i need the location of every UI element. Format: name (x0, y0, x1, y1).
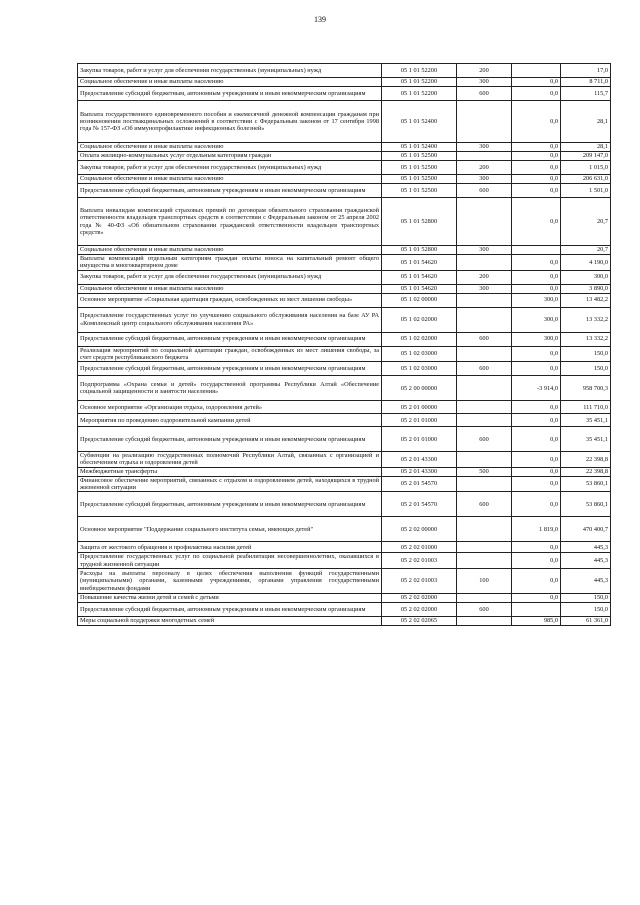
row-amount-change-cell: 0,0 (512, 467, 561, 476)
row-amount-change-cell: 0,0 (512, 542, 561, 553)
row-type-cell (457, 452, 512, 468)
row-type-cell (457, 293, 512, 307)
row-amount-total-cell: 20,7 (561, 246, 611, 255)
row-code-cell: 05 1 01 52500 (382, 161, 457, 175)
row-code-cell: 05 2 01 01000 (382, 427, 457, 452)
row-amount-change-cell: -3 914,0 (512, 376, 561, 401)
row-code-cell: 05 1 02 02000 (382, 307, 457, 332)
row-amount-total-cell: 115,7 (561, 87, 611, 101)
row-amount-total-cell: 150,0 (561, 602, 611, 616)
row-name-cell: Выплаты компенсаций отдельным категориям граждан оплаты взноса на капитальный ремонт общего имущества в многоквартирном доме (78, 255, 382, 271)
table-row (78, 78, 611, 87)
row-name-cell: Подпрограмма «Охрана семьи и детей» государственной программы Республики Алтай «Обеспечение социальной защищенности и занятости населения» (78, 376, 382, 401)
row-amount-total-cell: 1 015,0 (561, 161, 611, 175)
row-amount-change-cell: 0,0 (512, 414, 561, 427)
row-amount-change-cell: 0,0 (512, 593, 561, 602)
row-amount-change-cell: 0,0 (512, 78, 561, 87)
row-amount-change-cell: 0,0 (512, 87, 561, 101)
row-amount-total-cell: 22 398,8 (561, 467, 611, 476)
table-row (78, 452, 611, 468)
row-type-cell (457, 616, 512, 625)
row-type-cell: 500 (457, 467, 512, 476)
row-name-cell: Предоставление субсидий бюджетным, автономным учреждениям и иным некоммерческим организациям (78, 332, 382, 346)
table-row (78, 602, 611, 616)
row-amount-change-cell: 0,0 (512, 346, 561, 362)
table-row (78, 616, 611, 625)
row-code-cell: 05 1 01 52200 (382, 78, 457, 87)
row-code-cell: 05 1 01 52400 (382, 143, 457, 152)
row-code-cell: 05 2 01 01000 (382, 414, 457, 427)
row-name-cell: Выплата государственного единовременного пособия и ежемесячной денежной компенсации гражданам при возникновении поствакцинальных осложнений в соответствии с Федеральным законом от 17 сентября 1998 года № 157-ФЗ «Об иммунопрофилактике инфекционных болезней» (78, 101, 382, 143)
row-amount-total-cell: 150,0 (561, 593, 611, 602)
row-amount-change-cell: 0,0 (512, 152, 561, 161)
table-row (78, 307, 611, 332)
row-code-cell: 05 1 01 54620 (382, 255, 457, 271)
row-amount-total-cell: 8 711,0 (561, 78, 611, 87)
row-name-cell: Выплата инвалидам компенсаций страховых премий по договорам обязательного страхования гражданской ответственности владельцев транспортных средств в соответствии с Федеральным законом от 25 апреля 2002 года № 40-ФЗ «Об обязательном страховании гражданской ответственности владельцев транспортных средств» (78, 198, 382, 246)
row-amount-total-cell: 17,0 (561, 64, 611, 78)
row-amount-change-cell: 300,0 (512, 293, 561, 307)
row-amount-total-cell: 13 332,2 (561, 332, 611, 346)
row-type-cell (457, 255, 512, 271)
table-row (78, 175, 611, 184)
row-type-cell: 200 (457, 270, 512, 284)
row-name-cell: Социальное обеспечение и иные выплаты населению (78, 143, 382, 152)
row-code-cell: 05 2 01 43300 (382, 452, 457, 468)
table-row (78, 362, 611, 376)
row-name-cell: Повышение качества жизни детей и семей с детьми (78, 593, 382, 602)
row-name-cell: Предоставление субсидий бюджетным, автономным учреждениям и иным некоммерческим организациям (78, 427, 382, 452)
row-type-cell: 600 (457, 362, 512, 376)
row-type-cell (457, 401, 512, 414)
row-code-cell: 05 1 01 54620 (382, 270, 457, 284)
row-amount-change-cell: 0,0 (512, 184, 561, 198)
row-type-cell: 600 (457, 602, 512, 616)
row-amount-change-cell: 985,0 (512, 616, 561, 625)
row-type-cell: 300 (457, 78, 512, 87)
row-code-cell: 05 2 00 00000 (382, 376, 457, 401)
table-row (78, 346, 611, 362)
budget-table-body (78, 64, 611, 626)
row-amount-total-cell: 958 700,3 (561, 376, 611, 401)
row-code-cell: 05 1 01 52400 (382, 101, 457, 143)
row-amount-change-cell (512, 64, 561, 78)
row-type-cell: 300 (457, 143, 512, 152)
row-type-cell (457, 517, 512, 542)
table-row (78, 284, 611, 293)
row-amount-total-cell: 111 710,0 (561, 401, 611, 414)
row-type-cell (457, 198, 512, 246)
row-amount-total-cell: 300,0 (561, 270, 611, 284)
row-amount-total-cell: 13 332,2 (561, 307, 611, 332)
row-amount-total-cell: 61 361,0 (561, 616, 611, 625)
table-row (78, 593, 611, 602)
row-name-cell: Оплата жилищно-коммунальных услуг отдельным категориям граждан (78, 152, 382, 161)
row-amount-change-cell: 0,0 (512, 284, 561, 293)
row-type-cell (457, 553, 512, 569)
row-code-cell: 05 1 01 52800 (382, 198, 457, 246)
row-code-cell: 05 1 01 52200 (382, 64, 457, 78)
table-row (78, 401, 611, 414)
row-name-cell: Социальное обеспечение и иные выплаты населению (78, 284, 382, 293)
table-row (78, 376, 611, 401)
row-name-cell: Основное мероприятие «Организация отдыха, оздоровления детей» (78, 401, 382, 414)
table-row (78, 568, 611, 593)
table-row (78, 87, 611, 101)
row-code-cell: 05 2 01 43300 (382, 467, 457, 476)
table-row (78, 198, 611, 246)
row-name-cell: Расходы на выплаты персоналу в целях обеспечения выполнения функций государственными (муниципальными) органами, казенными учреждениями, органами управления государственными внебюджетными фондами (78, 568, 382, 593)
row-type-cell: 600 (457, 87, 512, 101)
row-amount-total-cell: 150,0 (561, 346, 611, 362)
table-row (78, 414, 611, 427)
row-name-cell: Предоставление субсидий бюджетным, автономным учреждениям и иным некоммерческим организациям (78, 492, 382, 517)
table-row (78, 184, 611, 198)
row-amount-change-cell (512, 246, 561, 255)
row-amount-change-cell: 0,0 (512, 255, 561, 271)
table-row (78, 492, 611, 517)
table-row (78, 270, 611, 284)
row-code-cell: 05 1 01 54620 (382, 284, 457, 293)
row-code-cell: 05 2 02 01000 (382, 542, 457, 553)
row-code-cell: 05 2 02 01003 (382, 568, 457, 593)
row-amount-total-cell: 150,0 (561, 362, 611, 376)
row-amount-total-cell: 28,1 (561, 143, 611, 152)
row-amount-total-cell: 445,3 (561, 568, 611, 593)
row-type-cell: 100 (457, 568, 512, 593)
row-type-cell (457, 152, 512, 161)
row-type-cell: 300 (457, 284, 512, 293)
row-type-cell: 300 (457, 175, 512, 184)
row-amount-total-cell: 53 860,1 (561, 492, 611, 517)
table-row (78, 161, 611, 175)
row-amount-change-cell: 300,0 (512, 307, 561, 332)
table-row (78, 517, 611, 542)
row-name-cell: Основное мероприятие "Поддержание социального института семьи, имеющих детей" (78, 517, 382, 542)
row-type-cell (457, 101, 512, 143)
row-amount-total-cell: 53 860,1 (561, 476, 611, 492)
row-amount-change-cell (512, 602, 561, 616)
row-name-cell: Защита от жестокого обращения и профилактика насилия детей (78, 542, 382, 553)
row-amount-total-cell: 4 190,0 (561, 255, 611, 271)
row-type-cell: 600 (457, 332, 512, 346)
row-name-cell: Реализация мероприятий по социальной адаптации граждан, освобожденных из мест лишения свободы, за счет средств республиканского бюджета (78, 346, 382, 362)
row-amount-total-cell: 35 451,1 (561, 414, 611, 427)
row-amount-total-cell: 445,3 (561, 542, 611, 553)
row-name-cell: Финансовое обеспечение мероприятий, связанных с отдыхом и оздоровлением детей, находящихся в трудной жизненной ситуации (78, 476, 382, 492)
table-row (78, 152, 611, 161)
row-type-cell (457, 376, 512, 401)
row-code-cell: 05 2 02 02000 (382, 602, 457, 616)
row-amount-change-cell: 0,0 (512, 476, 561, 492)
row-name-cell: Социальное обеспечение и иные выплаты населению (78, 78, 382, 87)
row-type-cell (457, 542, 512, 553)
row-amount-change-cell: 0,0 (512, 452, 561, 468)
row-name-cell: Закупка товаров, работ и услуг для обеспечения государственных (муниципальных) нужд (78, 270, 382, 284)
row-name-cell: Межбюджетные трансферты (78, 467, 382, 476)
table-row (78, 427, 611, 452)
row-amount-total-cell: 3 890,0 (561, 284, 611, 293)
table-row (78, 143, 611, 152)
row-code-cell: 05 2 02 00000 (382, 517, 457, 542)
row-amount-total-cell: 13 482,2 (561, 293, 611, 307)
table-row (78, 542, 611, 553)
row-name-cell: Предоставление субсидий бюджетным, автономным учреждениям и иным некоммерческим организациям (78, 362, 382, 376)
row-code-cell: 05 2 02 01003 (382, 553, 457, 569)
row-type-cell: 200 (457, 161, 512, 175)
row-code-cell: 05 2 01 54570 (382, 492, 457, 517)
row-name-cell: Субвенции на реализацию государственных полномочий Республики Алтай, связанных с организацией и обеспечением отдыха и оздоровления детей (78, 452, 382, 468)
row-code-cell: 05 1 01 52500 (382, 175, 457, 184)
row-code-cell: 05 2 02 02065 (382, 616, 457, 625)
row-amount-total-cell: 1 501,0 (561, 184, 611, 198)
row-amount-change-cell: 0,0 (512, 492, 561, 517)
row-code-cell: 05 1 02 02000 (382, 332, 457, 346)
row-amount-total-cell: 35 451,1 (561, 427, 611, 452)
row-type-cell: 200 (457, 64, 512, 78)
row-code-cell: 05 2 01 00000 (382, 401, 457, 414)
row-name-cell: Закупка товаров, работ и услуг для обеспечения государственных (муниципальных) нужд (78, 161, 382, 175)
row-code-cell: 05 2 02 02000 (382, 593, 457, 602)
row-name-cell: Мероприятия по проведению оздоровительной кампании детей (78, 414, 382, 427)
row-amount-change-cell: 0,0 (512, 362, 561, 376)
row-code-cell: 05 1 01 52200 (382, 87, 457, 101)
row-amount-change-cell: 0,0 (512, 427, 561, 452)
row-amount-change-cell: 300,0 (512, 332, 561, 346)
row-amount-change-cell: 0,0 (512, 198, 561, 246)
table-row (78, 553, 611, 569)
row-name-cell: Социальное обеспечение и иные выплаты населению (78, 175, 382, 184)
row-amount-total-cell: 470 400,7 (561, 517, 611, 542)
table-row (78, 246, 611, 255)
row-type-cell: 300 (457, 246, 512, 255)
row-code-cell: 05 1 02 00000 (382, 293, 457, 307)
row-code-cell: 05 1 02 03000 (382, 346, 457, 362)
table-row (78, 332, 611, 346)
row-amount-total-cell: 22 398,8 (561, 452, 611, 468)
row-amount-total-cell: 28,1 (561, 101, 611, 143)
row-type-cell: 600 (457, 427, 512, 452)
row-code-cell: 05 2 01 54570 (382, 476, 457, 492)
row-amount-change-cell: 0,0 (512, 161, 561, 175)
row-amount-change-cell: 0,0 (512, 175, 561, 184)
row-amount-total-cell: 20,7 (561, 198, 611, 246)
row-type-cell (457, 414, 512, 427)
row-name-cell: Предоставление субсидий бюджетным, автономным учреждениям и иным некоммерческим организациям (78, 602, 382, 616)
row-amount-change-cell: 0,0 (512, 568, 561, 593)
row-name-cell: Меры социальной поддержки многодетных семей (78, 616, 382, 625)
row-code-cell: 05 1 01 52500 (382, 184, 457, 198)
row-name-cell: Предоставление государственных услуг по социальной реабилитации несовершеннолетних, оказавшихся в трудной жизненной ситуации (78, 553, 382, 569)
row-amount-change-cell: 1 819,0 (512, 517, 561, 542)
row-name-cell: Предоставление субсидий бюджетным, автономным учреждениям и иным некоммерческим организациям (78, 184, 382, 198)
table-row (78, 293, 611, 307)
budget-table (77, 63, 611, 626)
row-amount-change-cell: 0,0 (512, 101, 561, 143)
row-type-cell (457, 307, 512, 332)
table-row (78, 476, 611, 492)
row-code-cell: 05 1 01 52500 (382, 152, 457, 161)
row-type-cell (457, 476, 512, 492)
row-type-cell: 600 (457, 492, 512, 517)
row-amount-change-cell: 0,0 (512, 553, 561, 569)
row-amount-change-cell: 0,0 (512, 401, 561, 414)
table-row (78, 64, 611, 78)
row-amount-total-cell: 445,3 (561, 553, 611, 569)
table-row (78, 467, 611, 476)
row-type-cell (457, 346, 512, 362)
row-name-cell: Социальное обеспечение и иные выплаты населению (78, 246, 382, 255)
row-amount-total-cell: 209 147,0 (561, 152, 611, 161)
row-name-cell: Предоставление субсидий бюджетным, автономным учреждениям и иным некоммерческим организациям (78, 87, 382, 101)
row-amount-change-cell: 0,0 (512, 143, 561, 152)
row-amount-total-cell: 206 631,0 (561, 175, 611, 184)
row-type-cell (457, 593, 512, 602)
row-name-cell: Закупка товаров, работ и услуг для обеспечения государственных (муниципальных) нужд (78, 64, 382, 78)
table-row (78, 255, 611, 271)
row-name-cell: Основное мероприятие «Социальная адаптация граждан, освобожденных из мест лишения свободы» (78, 293, 382, 307)
table-row (78, 101, 611, 143)
row-code-cell: 05 1 01 52800 (382, 246, 457, 255)
row-type-cell: 600 (457, 184, 512, 198)
row-code-cell: 05 1 02 03000 (382, 362, 457, 376)
row-amount-change-cell: 0,0 (512, 270, 561, 284)
page-number: 139 (314, 15, 326, 24)
row-name-cell: Предоставление государственных услуг по улучшению социального обслуживания населения на базе АУ РА «Комплексный центр социального обслуживания населения РА» (78, 307, 382, 332)
